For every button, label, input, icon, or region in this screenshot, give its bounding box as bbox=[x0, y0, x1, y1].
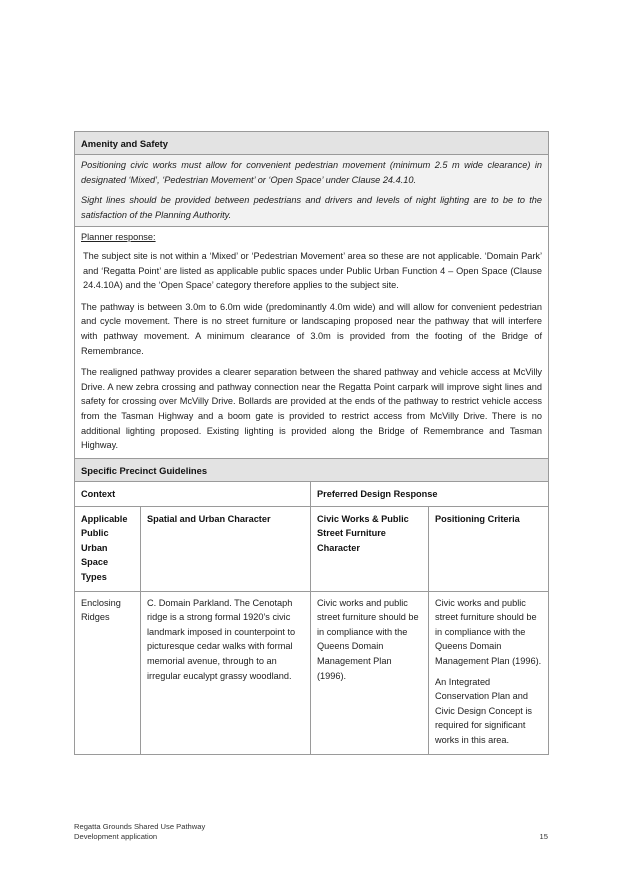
footer-document-type: Development application bbox=[74, 832, 158, 841]
table-row bbox=[75, 591, 549, 754]
cell-civic-works: Civic works and public street furniture should be in compliance with the Queens Domain Management Plan (1996). bbox=[311, 591, 429, 754]
cell-character: C. Domain Parkland. The Cenotaph ridge is a strong formal 1920’s civic landmark imposed in counterpoint to picturesque cedar walks with formal memorial avenue, through to an irregular eucalypt grassy woodland. bbox=[141, 591, 311, 754]
precinct-heading: Specific Precinct Guidelines bbox=[75, 458, 549, 481]
page-number: 15 bbox=[539, 832, 548, 841]
column-header-character: Spatial and Urban Character bbox=[141, 506, 311, 591]
amenity-guidelines bbox=[75, 155, 549, 227]
positioning-criterion-1: Civic works and public street furniture should be in compliance with the Queens Domain Management Plan (1996). bbox=[435, 597, 542, 667]
cell-positioning bbox=[429, 591, 549, 754]
amenity-heading: Amenity and Safety bbox=[75, 132, 549, 155]
column-header-civic-works: Civic Works & Public Street Furniture Character bbox=[311, 506, 429, 591]
cell-space-type: Enclosing Ridges bbox=[75, 591, 141, 754]
planner-response-p1: The subject site is not within a ‘Mixed’ or ‘Pedestrian Movement’ area so these are not applicable. ‘Domain Park’ and ‘Regatta Point’ are listed as applicable public spaces under Public Urban Function 4 – Open Space (Clause 24.4.10A) and the ‘Open Space’ category therefore applies to the subject site. bbox=[83, 250, 543, 291]
page-footer bbox=[74, 822, 548, 842]
planner-response-label: Planner response: bbox=[81, 232, 156, 243]
context-label: Context bbox=[75, 481, 311, 506]
planner-response bbox=[75, 227, 549, 458]
amenity-guideline-1: Positioning civic works must allow for convenient pedestrian movement (minimum 2.5 m wide clearance) in designated ‘Mixed’, ‘Pedestrian Movement’ or ‘Open Space’ under Clause 24.4.10. bbox=[81, 160, 543, 185]
column-header-space-types: Applicable Public Urban Space Types bbox=[75, 506, 141, 591]
planner-response-p3: The realigned pathway provides a clearer separation between the shared pathway and vehicle access at McVilly Drive. A new zebra crossing and pathway connection near the Regatta Point carpark will improve sight lines and safety for crossing over McVilly Drive. Bollards are provided at the ends of the pathway to restrict vehicle access from the Tasman Highway and a boom gate is provided to restrict access from McVilly Drive. There is no additional lighting proposed. Existing lighting is provided along the Bridge of Remembrance and Tasman Highway. bbox=[81, 367, 543, 451]
preferred-design-label: Preferred Design Response bbox=[311, 481, 549, 506]
positioning-criterion-2: An Integrated Conservation Plan and Civic Design Concept is required for significant works in this area. bbox=[435, 676, 533, 745]
planner-response-p2: The pathway is between 3.0m to 6.0m wide (predominantly 4.0m wide) and will allow for convenient pedestrian and cycle movement. There is no street furniture or landscaping proposed near the pathway that will interfere with pathway movement. A minimum clearance of 3.0m is provided from the footing of the Bridge of Remembrance. bbox=[81, 301, 543, 356]
document-body bbox=[74, 131, 548, 755]
footer-project-title: Regatta Grounds Shared Use Pathway bbox=[74, 822, 206, 831]
guidelines-table bbox=[74, 131, 549, 755]
column-header-positioning: Positioning Criteria bbox=[429, 506, 549, 591]
amenity-guideline-2: Sight lines should be provided between pedestrians and drivers and levels of night lighting are to be to the satisfaction of the Planning Authority. bbox=[81, 195, 543, 220]
